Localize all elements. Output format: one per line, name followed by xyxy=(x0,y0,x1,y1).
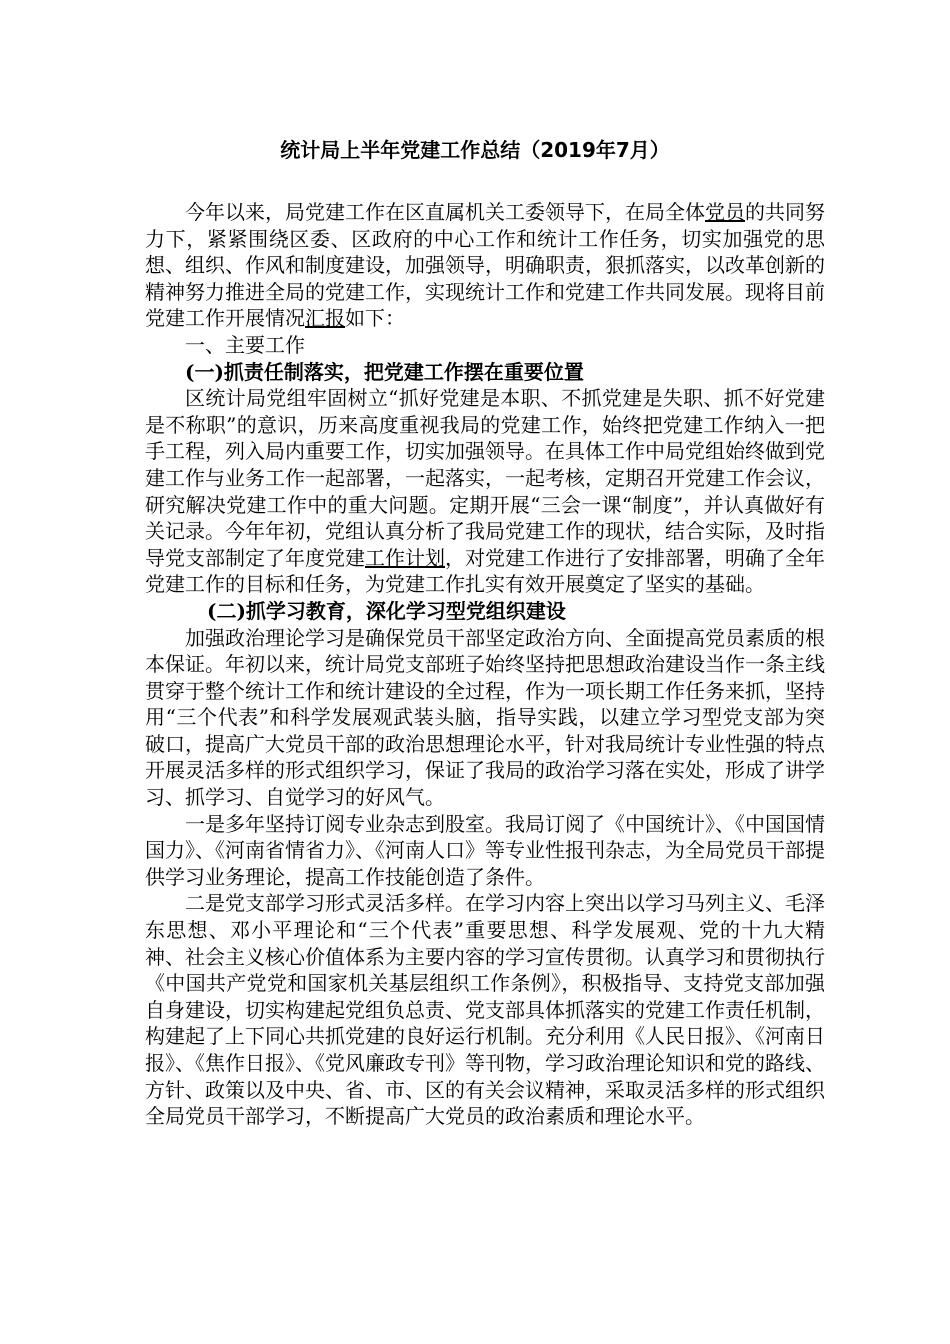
intro-paragraph xyxy=(145,199,825,332)
section-heading-main-work: 一、主要工作 xyxy=(185,332,305,357)
document-body xyxy=(145,199,825,1130)
paragraph-responsibility-text-1: 区统计局党组牢固树立“抓好党建是本职、不抓党建是失职、抓不好党建是不称职”的意识，历来高度重视我局的党建工作，始终把党建工作纳入一把手工程，列入局内重要工作，切实加强领导。在具体工作中局党组始终做到党建工作与业务工作一起部署，一起落实，一起考核，定期召开党建工作会议，研究解决党建工作中的重大问题。定期开展“三会一课“制度”，并认真做好有关记录。今年年初，党组认真分析了我局党建工作的现状，结合实际，及时指导党支部制定了年度党建 xyxy=(145,386,825,570)
link-party-members[interactable]: 党员 xyxy=(705,200,745,224)
link-report[interactable]: 汇报 xyxy=(305,306,345,331)
intro-text-2: 的共同努力下，紧紧围绕区委、区政府的中心工作和统计工作任务，切实加强党的思想、组织、作风和制度建设，加强领导，明确职责，狠抓落实，以改革创新的精神努力推进全局的党建工作，实现统计工作和党建工作共同发展。现将目前党建工作开展情况 xyxy=(145,200,825,331)
paragraph-study-forms: 二是党支部学习形式灵活多样。在学习内容上突出以学习马列主义、毛泽东思想、邓小平理论和“三个代表”重要思想、科学发展观、党的十九大精神、社会主义核心价值体系为主要内容的学习宣传贯彻。认真学习和贯彻执行《中国共产党党和国家机关基层组织工作条例》，积极指导、支持党支部加强自身建设，切实构建起党组负总责、党支部具体抓落实的党建工作责任机制，构建起了上下同心共抓党建的良好运行机制。充分利用《人民日报》、《河南日报》、《焦作日报》、《党风廉政专刊》等刊物，学习政治理论知识和党的路线、方针、政策以及中央、省、市、区的有关会议精神，采取灵活多样的形式组织全局党员干部学习，不断提高广大党员的政治素质和理论水平。 xyxy=(145,891,825,1129)
subheading-study-education: (二)抓学习教育，深化学习型党组织建设 xyxy=(207,598,566,623)
link-work-plan[interactable]: 工作计划 xyxy=(365,545,445,570)
paragraph-responsibility xyxy=(145,385,825,598)
document-title: 统计局上半年党建工作总结（2019年7月） xyxy=(280,138,670,162)
paragraph-magazines: 一是多年坚持订阅专业杂志到股室。我局订阅了《中国统计》、《中国国情国力》、《河南省情省力》、《河南人口》等专业性报刊杂志，为全局党员干部提供学习业务理论，提高工作技能创造了条件。 xyxy=(145,811,825,889)
subheading-responsibility: (一)抓责任制落实，把党建工作摆在重要位置 xyxy=(185,359,584,384)
intro-text-3: 如下： xyxy=(345,306,405,331)
paragraph-responsibility-text-2: ，对党建工作进行了安排部署，明确了全年党建工作的目标和任务，为党建工作扎实有效开展奠定了坚实的基础。 xyxy=(145,545,825,597)
paragraph-study-education: 加强政治理论学习是确保党员干部坚定政治方向、全面提高党员素质的根本保证。年初以来，统计局党支部班子始终坚持把思想政治建设当作一条主线贯穿于整个统计工作和统计建设的全过程，作为一项长期工作任务来抓，坚持用“三个代表”和科学发展观武装头脑，指导实践，以建立学习型党支部为突破口，提高广大党员干部的政治思想理论水平，针对我局统计专业性强的特点开展灵活多样的形式组织学习，保证了我局的政治学习落在实处，形成了讲学习、抓学习、自觉学习的好风气。 xyxy=(145,625,825,810)
intro-text-1: 今年以来，局党建工作在区直属机关工委领导下，在局全体 xyxy=(185,200,705,224)
